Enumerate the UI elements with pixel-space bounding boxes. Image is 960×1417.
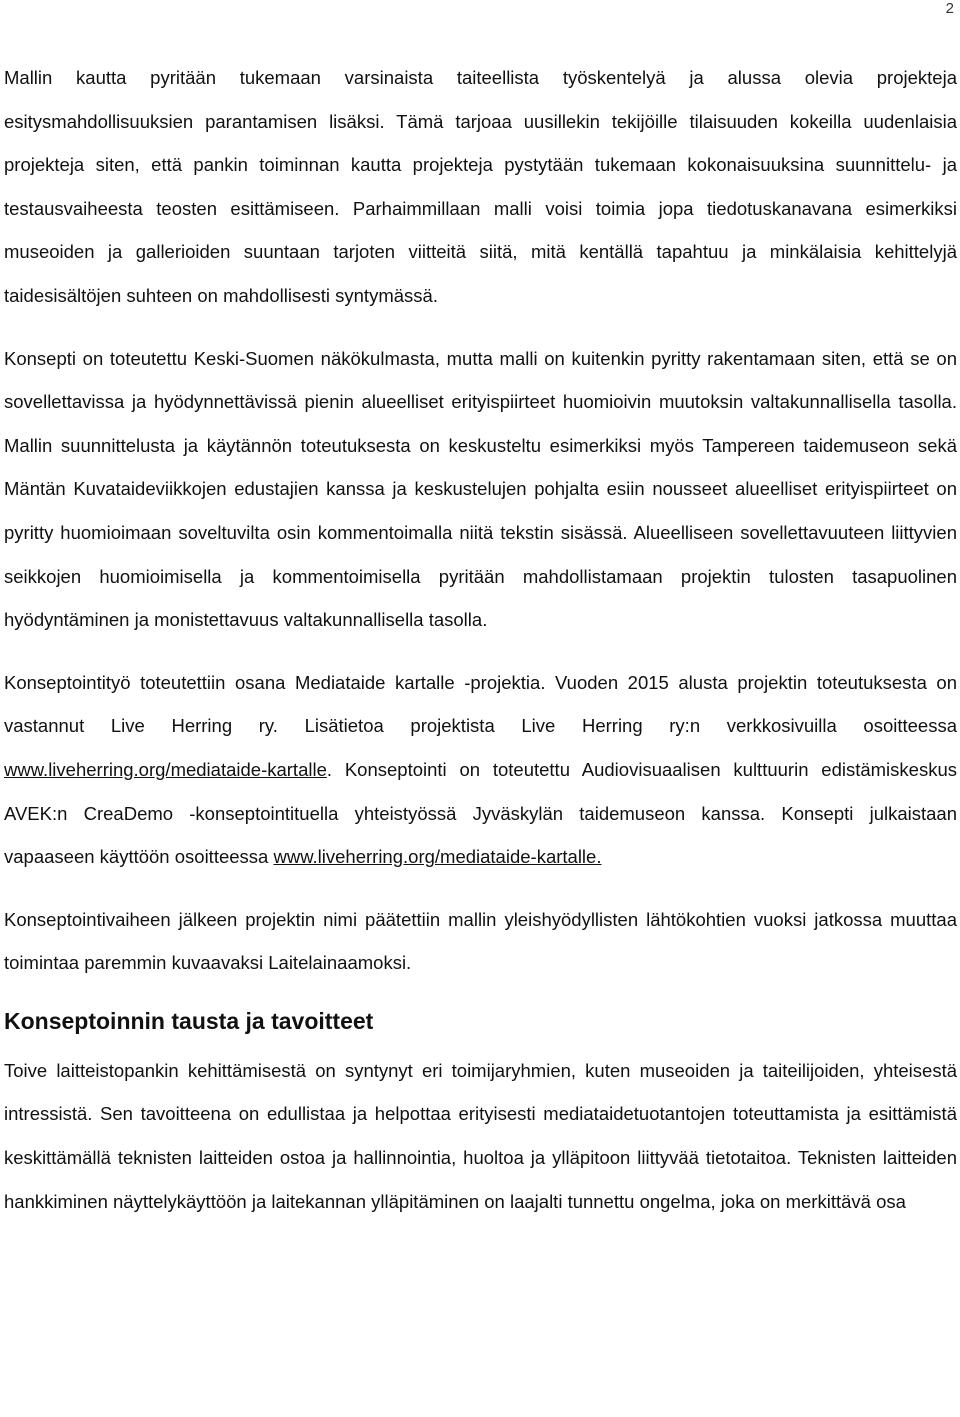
paragraph-project-info <box>4 661 957 879</box>
project-info-text-2: . Konseptointi on toteutettu Audiovisuaalisen kulttuurin edistämiskeskus AVEK:n CreaDemo -konseptointituella yhteistyössä Jyväskylän taidemuseon kanssa. Konsepti julkaistaan vapaaseen käyttöön osoitteessa <box>4 758 957 868</box>
page-number: 2 <box>945 0 954 17</box>
project-info-text-1: Konseptointityö toteutettiin osana Mediataide kartalle -projektia. Vuoden 2015 alusta projektin toteutuksesta on vastannut Live Herring ry. Lisätietoa projektista Live Herring ry:n verkkosivuilla osoitteessa <box>4 671 957 737</box>
section-heading: Konseptoinnin tausta ja tavoitteet <box>4 1007 374 1034</box>
paragraph-concept-region: Konsepti on toteutettu Keski-Suomen näkökulmasta, mutta malli on kuitenkin pyritty rakentamaan siten, että se on sovellettavissa ja hyödynnettävissä pienin alueelliset erityispiirteet huomioivin muutoksin valtakunnallisella tasolla. Mallin suunnittelusta ja käytännön toteutuksesta on keskusteltu esimerkiksi myös Tampereen taidemuseon sekä Mäntän Kuvataideviikkojen edustajien kanssa ja keskustelujen pohjalta esiin nousseet alueelliset erityispiirteet on pyritty huomioimaan soveltuvilta osin kommentoimalla niitä tekstin sisässä. Alueelliseen sovellettavuuteen liittyvien seikkojen huomioimisella ja kommentoimisella pyritään mahdollistamaan projektin tulosten tasapuolinen hyödyntäminen ja monistettavuus valtakunnallisella tasolla. <box>4 347 957 631</box>
paragraph-background: Toive laitteistopankin kehittämisestä on syntynyt eri toimijaryhmien, kuten museoiden ja taiteilijoiden, yhteisestä intressistä. Sen tavoitteena on edullistaa ja helpottaa erityisesti mediataidetuotantojen toteuttamista ja esittämistä keskittämällä teknisten laitteiden ostoa ja hallinnointia, huoltoa ja ylläpitoon liittyvää tietotaitoa. Teknisten laitteiden hankkiminen näyttelykäyttöön ja laitekannan ylläpitäminen on laajalti tunnettu ongelma, joka on merkittävä osa <box>4 1059 957 1212</box>
liveherring-link-1[interactable]: www.liveherring.org/mediataide-kartalle <box>4 758 327 780</box>
liveherring-link-2[interactable]: www.liveherring.org/mediataide-kartalle. <box>273 846 602 868</box>
paragraph-model-purpose: Mallin kautta pyritään tukemaan varsinaista taiteellista työskentelyä ja alussa olevia projekteja esitysmahdollisuuksien parantamisen lisäksi. Tämä tarjoaa uusillekin tekijöille tilaisuuden kokeilla uudenlaisia projekteja siten, että pankin toiminnan kautta projekteja pystytään tukemaan kokonaisuuksina suunnittelu- ja testausvaiheesta teosten esittämiseen. Parhaimmillaan malli voisi toimia jopa tiedotuskanavana esimerkiksi museoiden ja gallerioiden suuntaan tarjoten viitteitä siitä, mitä kentällä tapahtuu ja minkälaisia kehittelyjä taidesisältöjen suhteen on mahdollisesti syntymässä. <box>4 67 957 306</box>
paragraph-name-change: Konseptointivaiheen jälkeen projektin nimi päätettiin mallin yleishyödyllisten lähtökohtien vuoksi jatkossa muuttaa toimintaa paremmin kuvaavaksi Laitelainaamoksi. <box>4 908 957 974</box>
document-body <box>4 56 957 1242</box>
